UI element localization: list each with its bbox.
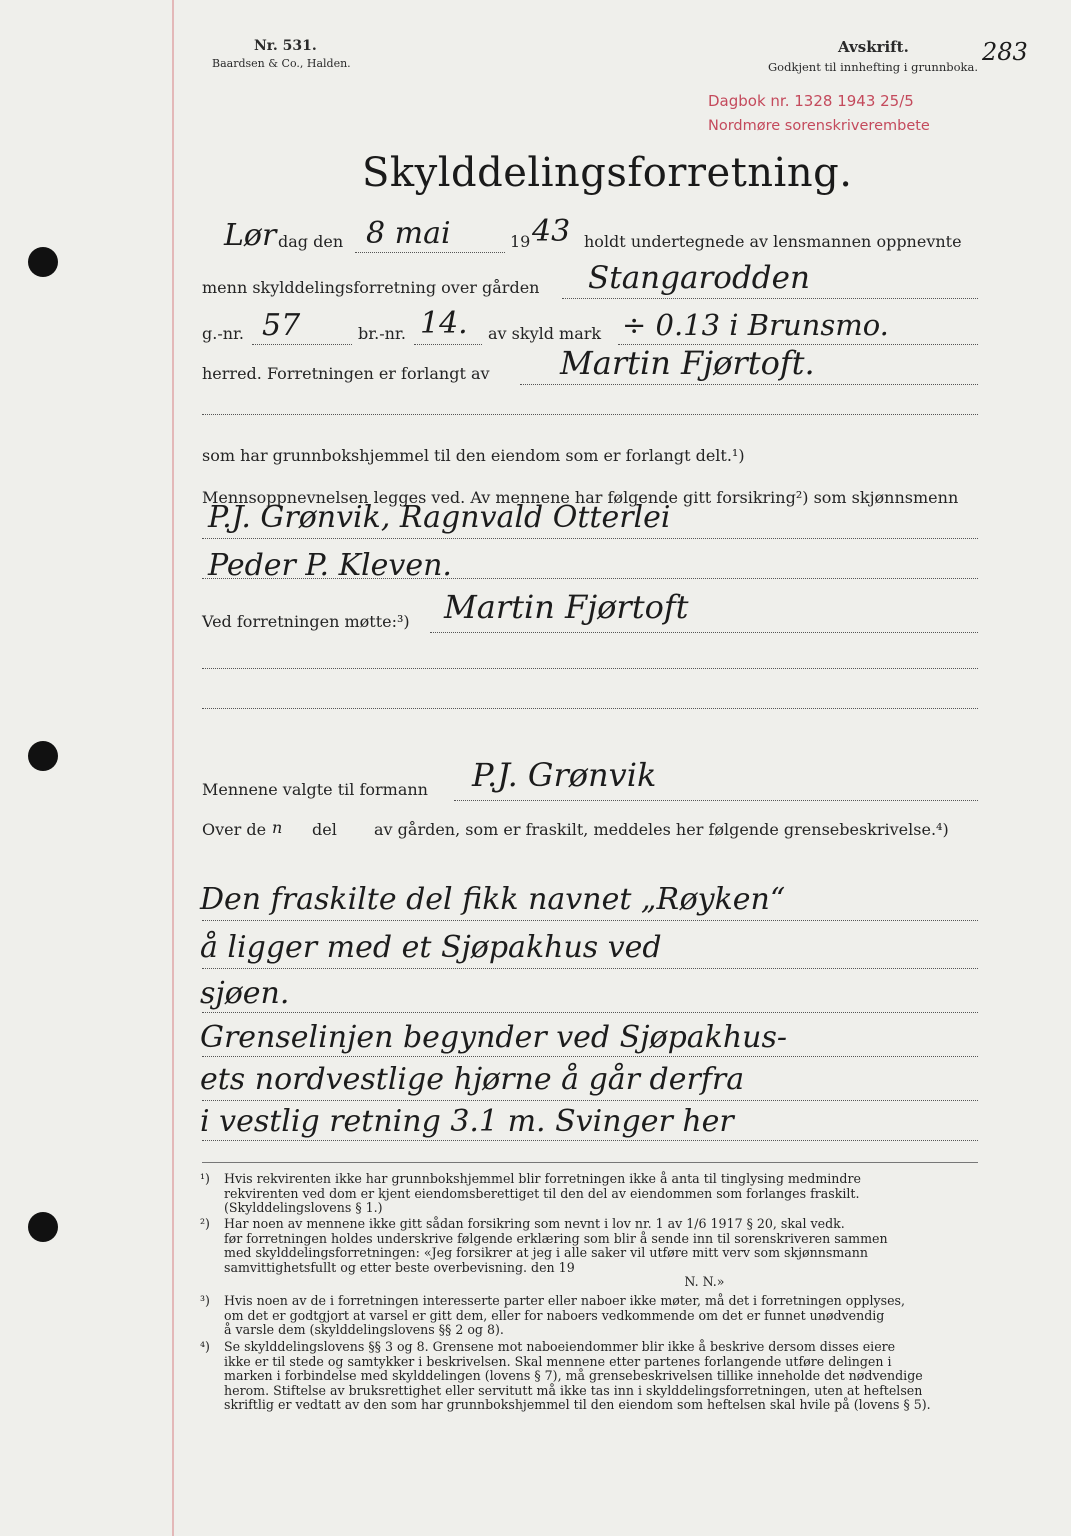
handwritten-gnr: 57 (262, 308, 301, 343)
approval-note: Godkjent til innhefting i grunnboka. (768, 60, 978, 74)
label-dag-den: dag den (278, 232, 344, 251)
stamp-journal-line: Dagbok nr. 1328 1943 25/5 (708, 92, 914, 110)
footnote-separator (202, 1162, 978, 1163)
fill-line (202, 920, 978, 921)
label-bnr: br.-nr. (358, 324, 406, 343)
text-grensebeskrivelse: av gården, som er fraskilt, meddeles her følgende grensebeskrivelse.⁴) (374, 820, 949, 839)
footnote-line: rekvirenten ved dom er kjent eiendomsberettiget til den del av eiendommen som forlanges fraskilt. (224, 1185, 860, 1201)
label-formann: Mennene valgte til formann (202, 780, 428, 799)
handwritten-farm: Stangarodden (588, 260, 810, 296)
footnote-line: Hvis rekvirenten ikke har grunnbokshjemmel blir forretningen ikke å anta til tinglysing medmindre (224, 1171, 861, 1186)
text-grunnbokshjemmel: som har grunnbokshjemmel til den eiendom som er forlangt delt.¹) (202, 446, 745, 465)
form-number: Nr. 531. (254, 38, 317, 54)
handwritten-day: Lør (224, 218, 277, 253)
footnote-line: å varsle dem (skylddelingslovens §§ 2 og 8). (224, 1322, 504, 1337)
label-over-de: Over de (202, 820, 267, 839)
fill-line (202, 1100, 978, 1101)
fill-line (520, 384, 978, 385)
publisher: Baardsen & Co., Halden. (212, 57, 351, 70)
description-line: Grenselinjen begynder ved Sjøpakhus- (200, 1020, 788, 1055)
label-holdt: holdt undertegnede av lensmannen oppnevnte (584, 232, 962, 251)
document-title: Skylddelingsforretning. (362, 150, 853, 196)
label-forlangt-av: herred. Forretningen er forlangt av (202, 364, 490, 383)
handwritten-mark: n (272, 818, 283, 837)
fill-line (202, 1056, 978, 1057)
footnote-line: herom. Stiftelse av bruksrettighet eller servitutt må ikke tas inn i skylddelingsforretningen, uten at heftelsen (224, 1382, 923, 1398)
description-line: sjøen. (200, 976, 290, 1011)
footnote-number: ¹) (200, 1171, 210, 1186)
description-line: ets nordvestlige hjørne å går derfra (200, 1062, 745, 1097)
handwritten-attendee: Martin Fjørtoft (444, 588, 689, 626)
fill-line (202, 968, 978, 969)
label-mote: Ved forretningen møtte:³) (202, 612, 410, 631)
handwritten-requester: Martin Fjørtoft. (560, 344, 815, 382)
handwritten-appraisers-1: P.J. Grønvik, Ragnvald Otterlei (208, 500, 671, 535)
footnote-line: Hvis noen av de i forretningen interesserte parter eller naboer ikke møter, må det i forretningen opplyses, (224, 1293, 905, 1308)
fill-line (202, 414, 978, 415)
label-gnr: g.-nr. (202, 324, 245, 343)
footnote-line: om det er godtgjort at varsel er gitt dem, eller for naboers vedkommende om det er funnet unødvendig (224, 1307, 885, 1323)
handwritten-chairman: P.J. Grønvik (472, 756, 657, 794)
handwritten-date: 8 mai (366, 216, 451, 251)
fill-line (252, 344, 352, 345)
fill-line (414, 344, 482, 345)
fill-line (562, 298, 978, 299)
label-over-garden: menn skylddelingsforretning over gården (202, 278, 540, 297)
handwritten-bnr: 14. (420, 306, 468, 341)
fill-line (454, 800, 978, 801)
footnote-line: (Skylddelingslovens § 1.) (224, 1200, 383, 1215)
footnote-line: skriftlig er vedtatt av den som har grunnbokshjemmel til den eiendom som heftelsen skal hvile på (lovens § 5). (224, 1397, 931, 1412)
fill-line (202, 708, 978, 709)
footnote-line: før forretningen holdes underskrive følgende erklæring som blir å sende inn til sorenskriveren sammen (224, 1230, 888, 1246)
footnote-line: Se skylddelingslovens §§ 3 og 8. Grensene mot naboeiendommer blir ikke å beskrive dersom disses eiere (224, 1339, 896, 1354)
description-line: å ligger med et Sjøpakhus ved (200, 930, 662, 965)
handwritten-skyld: ÷ 0.13 i Brunsmo. (622, 308, 889, 342)
margin-rule (172, 0, 174, 1536)
footnote-line: med skylddelingsforretningen: «Jeg forsikrer at jeg i alle saker vil utføre mitt verv som skjønnsmann (224, 1245, 868, 1260)
punch-hole (28, 741, 58, 771)
footnote-line: ikke er til stede og samtykker i beskrivelsen. Skal mennene etter partenes forlangende utføre delingen i (224, 1353, 892, 1369)
footnote-number: ²) (200, 1216, 210, 1231)
label-skyld-mark: av skyld mark (488, 324, 602, 343)
fill-line (202, 668, 978, 669)
stamp-court-line: Nordmøre sorenskriverembete (708, 118, 930, 134)
fill-line (355, 252, 505, 253)
text-mennsoppnevnelsen: Mennsoppnevnelsen legges ved. Av mennene har følgende gitt forsikring²) som skjønnsmenn (202, 488, 959, 507)
label-year-prefix: 19 (510, 232, 531, 251)
punch-hole (28, 247, 58, 277)
footnote-number: ³) (200, 1293, 210, 1308)
description-line: Den fraskilte del fikk navnet „Røyken“ (200, 882, 786, 917)
fill-line (430, 632, 978, 633)
description-line: i vestlig retning 3.1 m. Svinger her (200, 1104, 734, 1139)
page-number: 283 (982, 38, 1028, 66)
footnote-line: N. N.» (224, 1274, 725, 1289)
copy-label: Avskrift. (838, 38, 909, 56)
footnote-line: marken i forbindelse med skylddelingen (lovens § 7), må grensebeskrivelsen tillike inneholde det nødvendige (224, 1368, 923, 1383)
handwritten-appraisers-2: Peder P. Kleven. (208, 548, 452, 583)
fill-line (202, 1012, 978, 1013)
label-del: del (312, 820, 337, 839)
punch-hole (28, 1212, 58, 1242)
footnote-line: samvittighetsfullt og etter beste overbevisning. den 19 (224, 1259, 575, 1275)
fill-line (202, 1140, 978, 1141)
handwritten-year: 43 (532, 214, 571, 249)
footnote-number: ⁴) (200, 1339, 210, 1354)
footnote-line: Har noen av mennene ikke gitt sådan forsikring som nevnt i lov nr. 1 av 1/6 1917 § 20, skal vedk. (224, 1216, 845, 1231)
fill-line (202, 538, 978, 539)
